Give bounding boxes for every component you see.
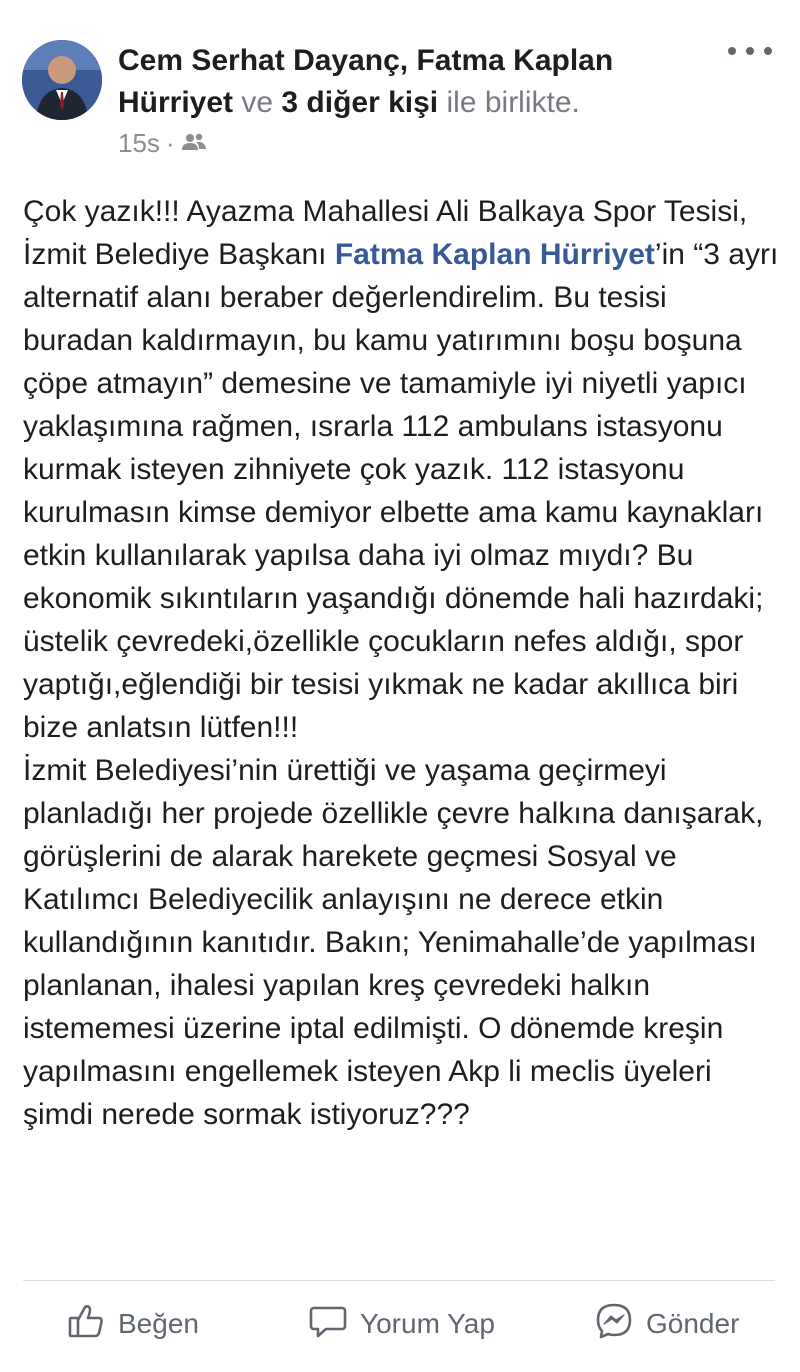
like-label: Beğen: [118, 1308, 199, 1339]
tagged-person-name[interactable]: Fatma Kaplan Hürriyet: [118, 44, 614, 119]
post-text-paragraph-2: İzmit Belediyesi’nin ürettiği ve yaşama geçirmeyi planladığı her projede özellikle çevre halkına danışarak, görüşlerini de alarak harekete geçmesi Sosyal ve Katılımcı Belediyecilik anlayışını ne derece etkin kullandığının kanıtıdır. Bakın; Yenimahalle’de yapılması planlanan, ihalesi yapılan kreş çevredeki halkın istememesi üzerine iptal edilmişti. O dönemde kreşin yapılmasını engellemek isteyen Akp li meclis üyeleri şimdi nerede sormak istiyoruz???: [23, 754, 772, 1131]
mention-link[interactable]: Fatma Kaplan Hürriyet: [334, 238, 655, 271]
author-line: [118, 40, 718, 124]
more-dot: [764, 47, 772, 55]
author-name[interactable]: Cem Serhat Dayanç,: [118, 44, 417, 77]
post-text-part: Çok yazık!!! Ayazma Mahallesi Ali Balkaya Spor Tesisi, İzmit Belediye Başkanı: [23, 195, 756, 271]
like-button[interactable]: [66, 1292, 199, 1356]
author-avatar[interactable]: [22, 40, 102, 120]
comment-bubble-icon: [308, 1301, 360, 1348]
post-body: [23, 190, 787, 1136]
thumbs-up-icon: [66, 1301, 118, 1348]
more-options-icon[interactable]: [728, 36, 772, 66]
comment-button[interactable]: [308, 1292, 495, 1356]
connector-text: ve: [233, 86, 282, 119]
send-button[interactable]: [594, 1292, 739, 1356]
more-dot: [728, 47, 736, 55]
friends-icon[interactable]: [181, 126, 207, 160]
messenger-icon: [594, 1301, 646, 1348]
send-label: Gönder: [646, 1308, 740, 1339]
connector-text-2: ile birlikte.: [438, 86, 580, 119]
action-divider: [23, 1280, 775, 1281]
post-timestamp[interactable]: 15s: [118, 128, 160, 158]
more-dot: [746, 47, 754, 55]
meta-separator: ·: [165, 128, 175, 158]
post-actions-bar: [0, 1292, 800, 1356]
comment-label: Yorum Yap: [360, 1308, 495, 1339]
post-meta: [118, 126, 207, 160]
others-link[interactable]: 3 diğer kişi: [281, 86, 439, 119]
post-text-part: ’in “3 ayrı alternatif alanı beraber değerlendirelim. Bu tesisi buradan kaldırmayın, bu kamu yatırımını boşu boşuna çöpe atmayın” demesine ve tamamiyle iyi niyetli yapıcı yaklaşımına rağmen, ısrarla 112 ambulans istasyonu kurmak isteyen zihniyete çok yazık. 112 istasyonu kurulmasın kimse demiyor elbette ama kamu kaynakları etkin kullanılarak yapılsa daha iyi olmaz mıydı? Bu ekonomik sıkıntıların yaşandığı dönemde hali hazırdaki; üstelik çevredeki,özellikle çocukların nefes aldığı, spor yaptığı,eğlendiği bir tesisi yıkmak ne kadar akıllıca biri bize anlatsın lütfen!!!: [23, 238, 787, 744]
post-header: [0, 0, 800, 170]
